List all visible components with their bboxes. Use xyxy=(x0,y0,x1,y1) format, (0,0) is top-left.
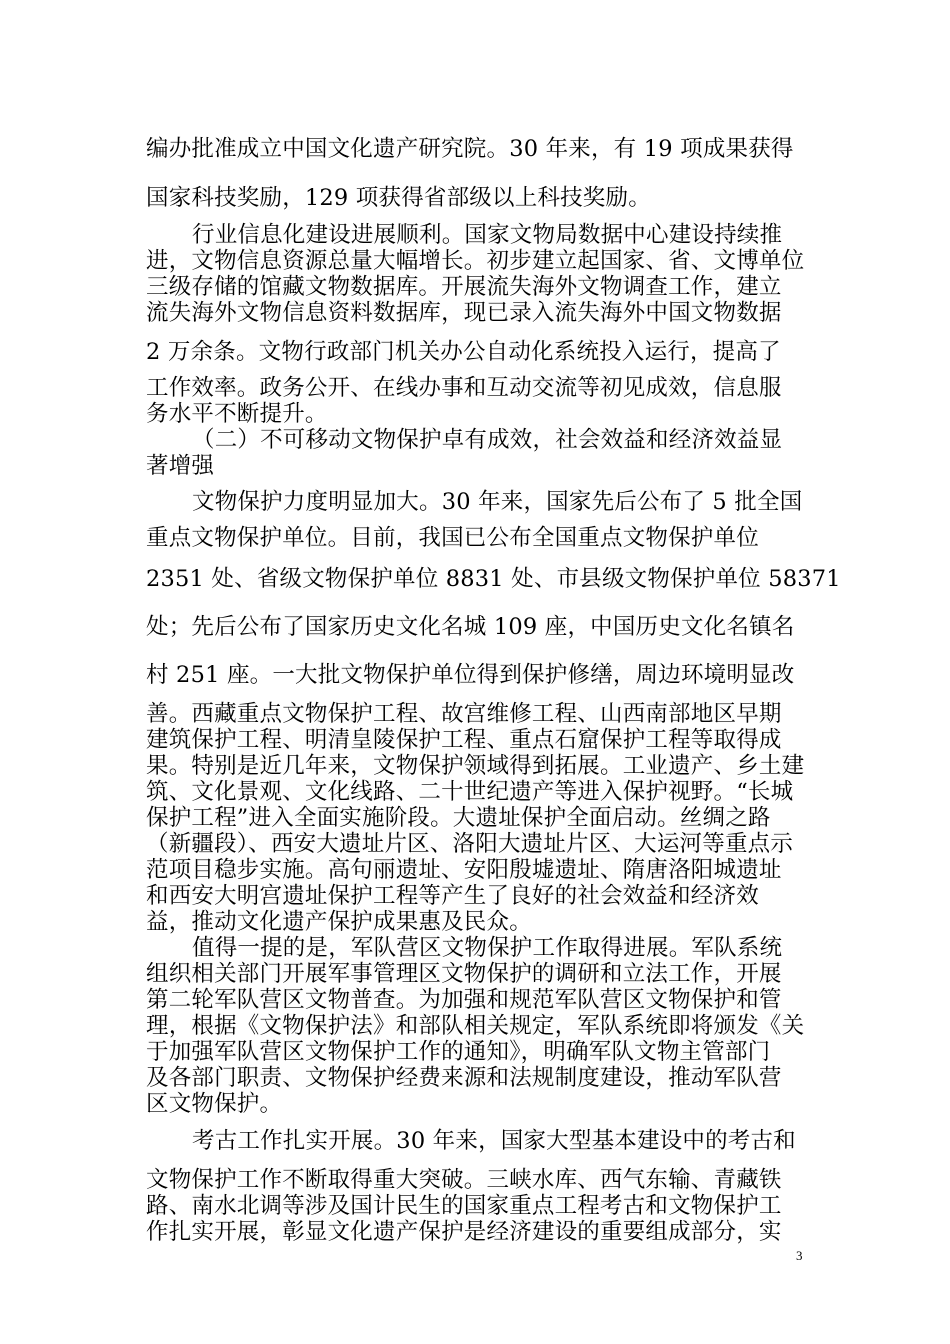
body-text-line: 和西安大明宫遗址保护工程等产生了良好的社会效益和经济效 xyxy=(146,883,759,909)
body-text-line: 建筑保护工程、明清皇陵保护工程、重点石窟保护工程等取得成 xyxy=(146,727,782,753)
body-text-line: 流失海外文物信息资料数据库，现已录入流失海外中国文物数据 xyxy=(146,300,782,326)
body-text-line: 务水平不断提升。 xyxy=(146,401,328,427)
paragraph-first-line: 值得一提的是，军队营区文物保护工作取得进展。军队系统 xyxy=(192,935,783,961)
body-text-line: 益，推动文化遗产保护成果惠及民众。 xyxy=(146,909,532,935)
body-text-line: 2 万余条。文物行政部门机关办公自动化系统投入运行，提高了 xyxy=(146,339,781,365)
body-text-line: 重点文物保护单位。目前，我国已公布全国重点文物保护单位 xyxy=(146,525,759,551)
page-number: 3 xyxy=(796,1248,803,1263)
body-text-line: 善。西藏重点文物保护工程、故宫维修工程、山西南部地区早期 xyxy=(146,701,782,727)
body-text-line: 三级存储的馆藏文物数据库。开展流失海外文物调查工作，建立 xyxy=(146,274,782,300)
body-text-line: 及各部门职责、文物保护经费来源和法规制度建设，推动军队营 xyxy=(146,1065,782,1091)
body-text-line: 进，文物信息资源总量大幅增长。初步建立起国家、省、文博单位 xyxy=(146,248,805,274)
body-text-line: 作扎实开展，彰显文化遗产保护是经济建设的重要组成部分，实 xyxy=(146,1219,782,1245)
body-text-line: 文物保护工作不断取得重大突破。三峡水库、西气东输、青藏铁 xyxy=(146,1167,782,1193)
body-text-line: 2351 处、省级文物保护单位 8831 处、市县级文物保护单位 58371 xyxy=(146,566,841,592)
body-text-line: 区文物保护。 xyxy=(146,1091,283,1117)
paragraph-first-line: 考古工作扎实开展。30 年来，国家大型基本建设中的考古和 xyxy=(192,1128,796,1154)
body-text-line: 范项目稳步实施。高句丽遗址、安阳殷墟遗址、隋唐洛阳城遗址 xyxy=(146,857,782,883)
body-text-line: 组织相关部门开展军事管理区文物保护的调研和立法工作，开展 xyxy=(146,961,782,987)
body-text-line: 国家科技奖励，129 项获得省部级以上科技奖励。 xyxy=(146,185,651,211)
paragraph-first-line: 文物保护力度明显加大。30 年来，国家先后公布了 5 批全国 xyxy=(192,489,803,515)
body-text-line: 筑、文化景观、文化线路、二十世纪遗产等进入保护视野。“长城 xyxy=(146,779,794,805)
body-text-line: 村 251 座。一大批文物保护单位得到保护修缮，周边环境明显改 xyxy=(146,662,795,688)
paragraph-first-line: 行业信息化建设进展顺利。国家文物局数据中心建设持续推 xyxy=(192,222,783,248)
section-heading-line: 著增强 xyxy=(146,453,215,479)
body-text-line: 处；先后公布了国家历史文化名城 109 座，中国历史文化名镇名 xyxy=(146,614,795,640)
body-text-line: 理，根据《文物保护法》和部队相关规定，军队系统即将颁发《关 xyxy=(146,1013,805,1039)
body-text-line: 路、南水北调等涉及国计民生的国家重点工程考古和文物保护工 xyxy=(146,1193,782,1219)
body-text-line: 编办批准成立中国文化遗产研究院。30 年来，有 19 项成果获得 xyxy=(146,136,794,162)
body-text-line: （新疆段）、西安大遗址片区、洛阳大遗址片区、大运河等重点示 xyxy=(146,831,794,857)
body-text-line: 于加强军队营区文物保护工作的通知》，明确军队文物主管部门 xyxy=(146,1039,771,1065)
section-heading-line: （二）不可移动文物保护卓有成效，社会效益和经济效益显 xyxy=(192,427,783,453)
body-text-line: 保护工程”进入全面实施阶段。大遗址保护全面启动。丝绸之路 xyxy=(146,805,771,831)
body-text-line: 果。特别是近几年来，文物保护领域得到拓展。工业遗产、乡土建 xyxy=(146,753,805,779)
body-text-line: 第二轮军队营区文物普查。为加强和规范军队营区文物保护和管 xyxy=(146,987,782,1013)
body-text-line: 工作效率。政务公开、在线办事和互动交流等初见成效，信息服 xyxy=(146,375,782,401)
